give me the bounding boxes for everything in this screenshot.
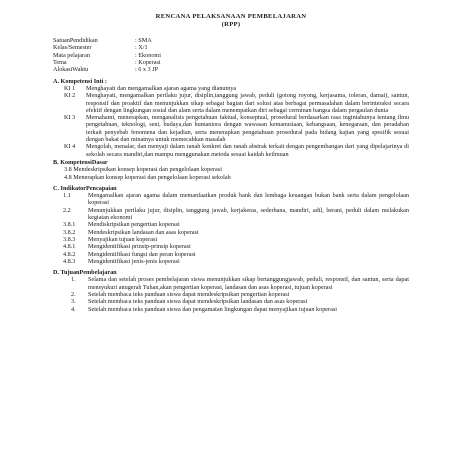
item-text: Mengolah, menalar, dan menyaji dalam ranah konkret dan ranah abstrak terkait dengan pengembangan dari yang dipelajarinya di sekolah secara mandiri,dan mampu menggunakan metoda sesuai kaidah keilmuan bbox=[86, 143, 409, 158]
meta-key: AlokasiWaktu bbox=[53, 66, 89, 74]
list-item bbox=[53, 243, 409, 250]
list-item bbox=[53, 229, 409, 236]
section-indikator bbox=[53, 185, 409, 265]
meta-key: SatuanPendidikan bbox=[53, 37, 98, 45]
meta-row bbox=[53, 37, 409, 44]
item-code: 4.8.2 bbox=[63, 250, 76, 258]
list-item bbox=[53, 291, 409, 298]
item-text: Mengidentifikasi fungsi dan peran koperasi bbox=[88, 250, 196, 258]
list-item bbox=[53, 85, 409, 92]
section-heading: B. KompetensiDasar bbox=[53, 158, 108, 166]
item-code: 2.2 bbox=[63, 206, 71, 214]
meta-value: : 6 x 3 JP bbox=[135, 66, 159, 74]
item-code: 2. bbox=[71, 290, 76, 298]
list-item bbox=[53, 258, 409, 265]
item-code: 4.8.3 bbox=[63, 257, 76, 265]
list-item bbox=[53, 276, 409, 291]
item-text: Menghayati, mengamalkan perilaku jujur, disiplin,tanggung jawab, peduli (gotong royong, kerjasama, toleran, damai), santun, responsif dan proaktif dan menunjukkan sikap sebagai bagian dari solusi atas berbagai permasalahan dalam berinteraksi secara efektif dengan lingkungan sosial dan alam serta dalam menempatkan diri sebagai cerminan bangsa dalam pergaulan dunia bbox=[86, 92, 409, 114]
list-item bbox=[53, 192, 409, 207]
item-text: Selama dan setelah proses pembelajaran siswa menunjukkan sikap bertanggungjawab, peduli, responsif, dan santun, serta dapat mensyukuri anugerah Tuhan,akan pengertian koperasi, landasan dan asas koperasi, tujuan koperasi bbox=[88, 276, 409, 291]
item-code: 3.8.3 bbox=[63, 235, 76, 243]
meta-value: : Koperasi bbox=[135, 59, 161, 67]
section-heading: A. Kompetensi Inti : bbox=[53, 77, 107, 85]
list-item bbox=[53, 92, 409, 114]
item-text: Mendeskripsikan landasan dan asas koperasi bbox=[88, 228, 199, 236]
section-heading: D. TujuanPembelajaran bbox=[53, 269, 117, 277]
item-code: 4. bbox=[71, 305, 76, 313]
item-text: Setelah membaca teks panduan siswa dapat mendeskripsikan landasan dan asas koperasi bbox=[88, 298, 308, 306]
item-code: 3.8.1 bbox=[63, 221, 76, 229]
item-text: Menunjukkan perilaku jujur, disiplin, tanggung jawab, kerjakeras, sederhana, mandiri, adil, berani, peduli dalam melakukan kegiatan ekonomi bbox=[88, 206, 409, 222]
document-title: RENCANA PELAKSANAAN PEMBELAJARAN bbox=[155, 13, 307, 20]
meta-row bbox=[53, 66, 409, 73]
meta-row bbox=[53, 59, 409, 66]
document-subtitle: (RPP) bbox=[221, 20, 241, 28]
item-code: 1. bbox=[71, 276, 76, 284]
item-text: Menyajikan tujuan koperasi bbox=[88, 235, 158, 243]
meta-row bbox=[53, 52, 409, 59]
item-text: Setelah membaca teks panduan siswa dan pengamatan lingkungan dapat menyajikan tujuan koperasi bbox=[88, 305, 337, 313]
item-code: KI 3 bbox=[64, 114, 76, 122]
item-code: 1.1 bbox=[63, 192, 71, 200]
meta-value: : Ekonomi bbox=[135, 51, 161, 59]
item-text: Memahami, menerapkan, menganalisis pengetahuan faktual, konseptual, prosedural berdasarkan rasa ingintahunya tentang ilmu pengetahuan, teknologi, seni, budaya,dan humaniora dengan wawasan kemanusiaan, kebangsaan, kenegaraan, dan peradaban terkait penyebab fenomena dan kejadian, serta menerapkan pengetahuan prosedural pada bidang kajian yang spesifik sesuai dengan bakat dan minatnya untuk memecahkan masalah bbox=[86, 114, 409, 144]
item-code: KI 1 bbox=[64, 84, 76, 92]
list-item bbox=[53, 143, 409, 158]
section-kompetensi-inti bbox=[53, 78, 409, 158]
list-item bbox=[53, 114, 409, 143]
item-code: 3.8.2 bbox=[63, 228, 76, 236]
list-item bbox=[53, 207, 409, 222]
section-tujuan bbox=[53, 269, 409, 313]
identity-block bbox=[53, 37, 409, 73]
item-code: 4.8.1 bbox=[63, 243, 76, 251]
item-text: Mengidentifikasi jenis-jenis koperasi bbox=[88, 257, 180, 265]
meta-value: : SMA bbox=[135, 37, 152, 45]
list-item bbox=[53, 236, 409, 243]
item-text: Menghayati dan mengamalkan ajaran agama yang dianutnya bbox=[86, 84, 237, 92]
list-item bbox=[53, 221, 409, 228]
item-text: Mengidentifikasi prinsip-prinsip koperasi bbox=[88, 243, 191, 251]
meta-value: : X/1 bbox=[135, 44, 148, 52]
item-text: Setelah membaca teks panduan siswa dapat mendeskripsikan pengertian koperasi bbox=[88, 290, 290, 298]
meta-key: Mata pelajaran bbox=[53, 51, 90, 59]
item-code: KI 2 bbox=[64, 92, 76, 100]
section-heading: C. IndikatorPencapaian bbox=[53, 184, 117, 192]
item-code: 3. bbox=[71, 298, 76, 306]
meta-key: Kelas/Semester bbox=[53, 44, 92, 52]
list-item bbox=[53, 251, 409, 258]
section-kompetensi-dasar bbox=[53, 159, 409, 181]
meta-row bbox=[53, 44, 409, 51]
item-text: Mendiskripsikan pengertian koperasi bbox=[88, 221, 180, 229]
list-item bbox=[53, 306, 409, 313]
list-item: 4.8 Menerapkan konsep koperasi dan pengelolaan koperasi sekolah bbox=[64, 173, 231, 181]
item-text: Mengamalkan ajaran agama dalam memanfaatkan produk bank dan lembaga keuangan bukan bank serta dalam pengelolaan koperasi bbox=[88, 192, 409, 207]
meta-key: Tema bbox=[53, 59, 67, 67]
list-item: 3.8 Mendeskripsikan konsep koperasi dan pengelolaan koperasi bbox=[64, 166, 222, 174]
item-code: KI 4 bbox=[64, 143, 76, 151]
list-item bbox=[53, 298, 409, 305]
